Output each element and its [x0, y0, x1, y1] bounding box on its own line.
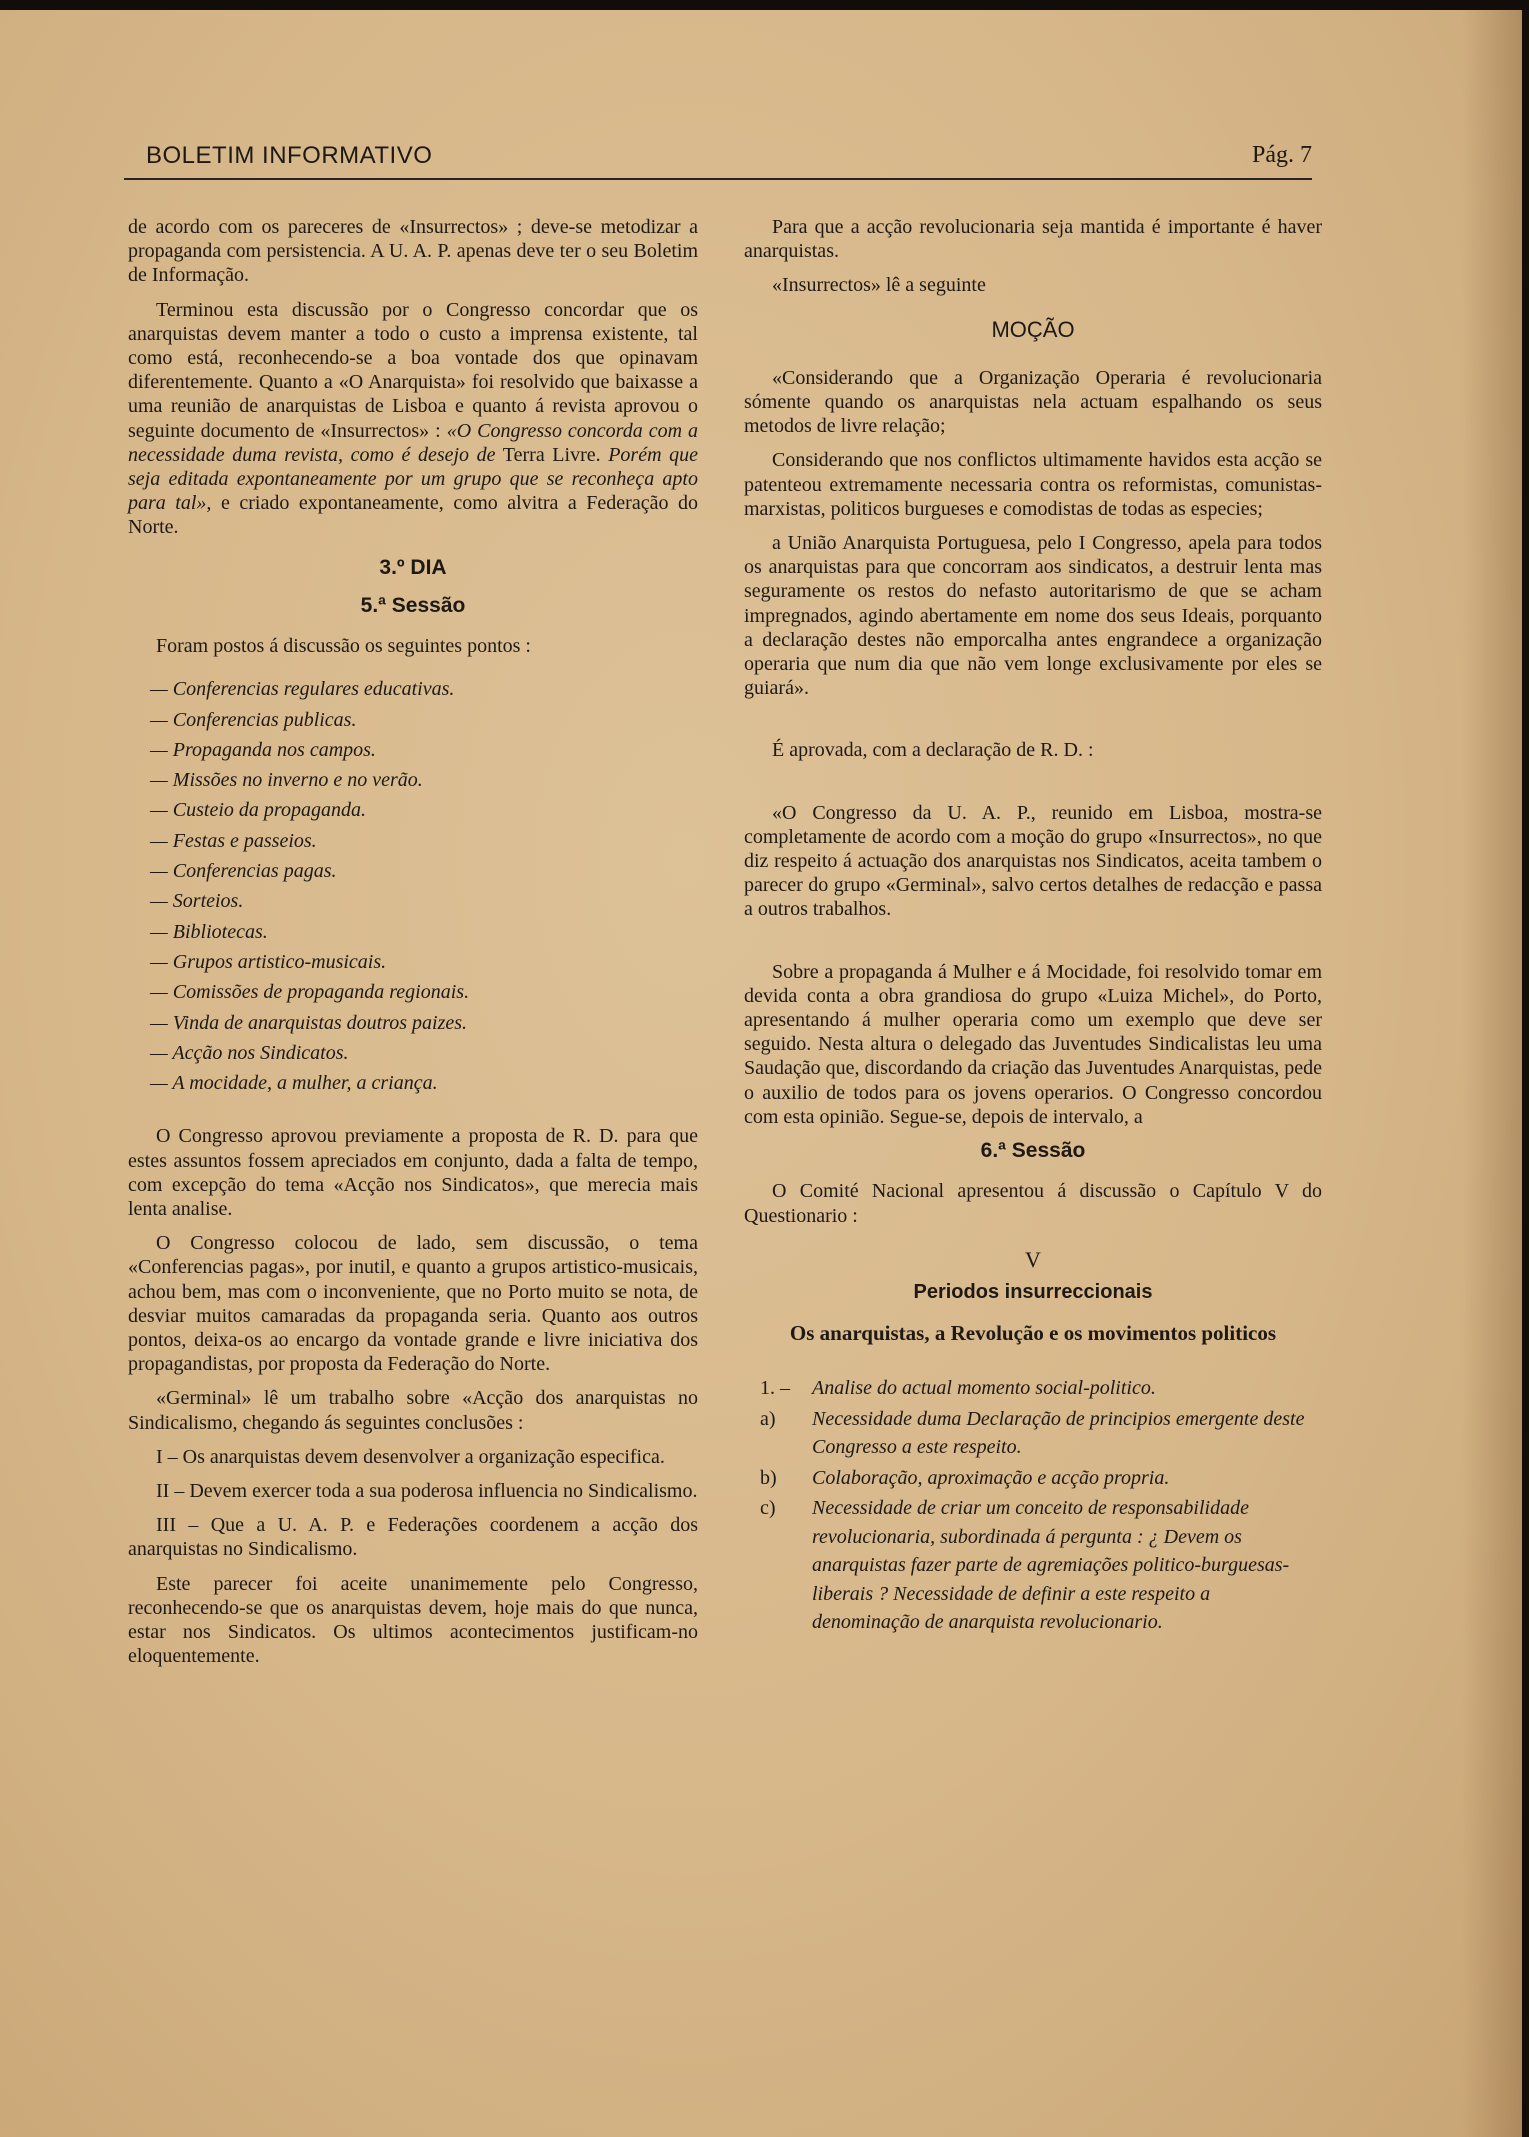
- list-item: — Sorteios.: [150, 890, 244, 913]
- paragraph: a União Anarquista Portuguesa, pelo I Congresso, apela para todos os anarquistas para que concorram aos sindicatos, a destruir lenta mas seguramente os restos do nefasto autoritarismo de que se acham impregnados, agindo abertamente em nome dos seus Ideais, porquanto a declaração destes não emporcalha antes engrandece a organização operaria que num dia que não vem longe exclusivamente por eles se guiará».: [744, 532, 1322, 700]
- right-column: [744, 215, 1322, 1639]
- paragraph: O Congresso aprovou previamente a proposta de R. D. para que estes assuntos fossem apreciados em conjunto, dada a falta de tempo, com excepção do tema «Acção nos Sindicatos», que merecia mais lenta analise.: [128, 1125, 698, 1221]
- item-text: Analise do actual momento social-politico.: [812, 1377, 1156, 1400]
- paragraph: II – Devem exercer toda a sua poderosa influencia no Sindicalismo.: [156, 1480, 698, 1503]
- item-text: Necessidade duma Declaração de principios emergente deste Congresso a este respeito.: [812, 1407, 1305, 1459]
- list-item: — Custeio da propaganda.: [150, 799, 366, 822]
- paragraph: Para que a acção revolucionaria seja mantida é importante é haver anarquistas.: [744, 216, 1322, 263]
- paragraph-text: Terminou esta discussão por o Congresso concordar que os anarquistas devem manter a todo o custo a imprensa existente, tal como está, reconhecendo-se a boa vontade dos que opinavam diferentemente. Quanto a «O Anarquista» foi resolvido que baixasse a uma reunião de anarquistas de Lisboa e quanto á revista aprovou o seguinte documento de «Insurrectos» :: [128, 298, 698, 442]
- paragraph: Este parecer foi aceite unanimemente pelo Congresso, reconhecendo-se que os anarquistas devem, hoje mais do que nunca, estar nos Sindicatos. Os ultimos acontecimentos justificam-no eloquentemente.: [128, 1572, 698, 1668]
- paragraph: O Congresso colocou de lado, sem discussão, o tema «Conferencias pagas», por inutil, e quanto a grupos artistico-musicais, achou bem, mas com o inconveniente, que no Porto muito se nota, de desviar muitos camaradas da propaganda seria. Quanto aos outros pontos, deixa-os ao encargo da vontade grande e livre iniciativa dos propagandistas, por proposta da Federação do Norte.: [128, 1232, 698, 1376]
- newspaper-page: [0, 10, 1522, 2137]
- session-heading: 6.ª Sessão: [980, 1139, 1086, 1163]
- bulletin-title: BOLETIM INFORMATIVO: [146, 142, 433, 169]
- list-item: — Grupos artistico-musicais.: [150, 950, 387, 973]
- list-item: — A mocidade, a mulher, a criança.: [150, 1072, 438, 1095]
- quoted-text: Porém que seja editada expontaneamente por um grupo que se reconheça apto para tal»,: [128, 443, 699, 515]
- paragraph-text: e criado expontaneamente, como alvitra a Federação do Norte.: [128, 492, 699, 539]
- chapter-number: V: [1025, 1246, 1041, 1272]
- page-edge-shadow: [1462, 10, 1522, 2137]
- list-item: — Festas e passeios.: [150, 829, 317, 852]
- list-item: — Conferencias regulares educativas.: [150, 678, 455, 701]
- list-item: — Conferencias pagas.: [150, 860, 337, 883]
- paragraph: «Considerando que a Organização Operaria é revolucionaria sómente quando os anarquistas nela actuam espalhando os seus metodos de livre relação;: [744, 366, 1322, 438]
- paragraph: É aprovada, com a declaração de R. D. :: [772, 739, 1094, 762]
- item-text: Necessidade de criar um conceito de responsabilidade revolucionaria, subordinada á pergunta : ¿ Devem os anarquistas fazer parte de agremiações politico-burguesas-liberais ? Necessidade de definir a este respeito a denominação de anarquista revolucionario.: [812, 1497, 1290, 1634]
- paragraph: O Comité Nacional apresentou á discussão o Capítulo V do Questionario :: [744, 1180, 1322, 1227]
- list-item: — Propaganda nos campos.: [150, 738, 376, 761]
- paragraph: Foram postos á discussão os seguintes pontos :: [156, 635, 531, 658]
- page-header: [124, 138, 1312, 180]
- motion-heading: MOÇÃO: [991, 316, 1075, 342]
- item-text: Colaboração, aproximação e acção propria.: [812, 1466, 1170, 1489]
- paragraph: «Insurrectos» lê a seguinte: [772, 274, 986, 297]
- list-item: [760, 1494, 1322, 1637]
- list-item: — Missões no inverno e no verão.: [150, 769, 423, 792]
- item-marker: c): [760, 1497, 776, 1520]
- paragraph: Sobre a propaganda á Mulher e á Mocidade, foi resolvido tomar em devida conta a obra grandiosa do grupo «Luiza Michel», do Porto, apresentando á mulher operaria como um exemplo que deve ser seguido. Nesta altura o delegado das Juventudes Sindicalistas leu uma Saudação que, discordando da criação das Juventudes Anarquistas, pede o auxilio de todos para os jovens operarios. O Congresso concordou com esta opinião. Segue-se, depois de intervalo, a: [744, 960, 1322, 1128]
- quoted-text: «O Congresso concorda com a necessidade duma revista, como é desejo de: [128, 419, 698, 466]
- journal-name: Terra Livre.: [502, 443, 601, 466]
- page-number: Pág. 7: [1252, 142, 1312, 168]
- paragraph: I – Os anarquistas devem desenvolver a organização especifica.: [156, 1445, 665, 1468]
- paragraph: «O Congresso da U. A. P., reunido em Lisboa, mostra-se completamente de acordo com a moção do grupo «Insurrectos», no que diz respeito á actuação dos anarquistas nos Sindicatos, aceita tambem o parecer do grupo «Germinal», salvo certos detalhes de redacção e passa a outros trabalhos.: [744, 801, 1322, 921]
- list-item: [760, 1374, 1322, 1403]
- topics-list: [128, 674, 698, 1098]
- paragraph: de acordo com os pareceres de «Insurrectos» ; deve-se metodizar a propaganda com persistencia. A U. A. P. apenas deve ter o seu Boletim de Informação.: [128, 216, 698, 287]
- list-item: [760, 1405, 1322, 1462]
- paragraph: Considerando que nos conflictos ultimamente havidos esta acção se patenteou extremamente necessaria contra os reformistas, comunistas-marxistas, politicos burgueses e comodistas de todas as especies;: [744, 449, 1322, 520]
- list-item: — Comissões de propaganda regionais.: [150, 981, 470, 1004]
- questionnaire-list: [744, 1374, 1322, 1637]
- list-item: — Conferencias publicas.: [150, 708, 357, 731]
- list-item: — Acção nos Sindicatos.: [150, 1041, 349, 1064]
- paragraph: «Germinal» lê um trabalho sobre «Acção dos anarquistas no Sindicalismo, chegando ás seguintes conclusões :: [128, 1387, 698, 1434]
- paragraph: [128, 298, 698, 540]
- left-column: [128, 215, 698, 1678]
- chapter-subtitle: Os anarquistas, a Revolução e os movimentos politicos: [789, 1321, 1277, 1346]
- item-marker: a): [760, 1407, 776, 1430]
- list-item: — Bibliotecas.: [150, 920, 268, 943]
- day-heading: 3.º DIA: [379, 555, 447, 579]
- item-marker: 1. –: [760, 1377, 790, 1400]
- list-item: [760, 1464, 1322, 1493]
- paragraph: III – Que a U. A. P. e Federações coordenem a acção dos anarquistas no Sindicalismo.: [128, 1514, 698, 1561]
- item-marker: b): [760, 1466, 777, 1489]
- list-item: — Vinda de anarquistas doutros paizes.: [150, 1011, 468, 1034]
- chapter-title: Periodos insurreccionais: [913, 1280, 1153, 1303]
- session-heading: 5.ª Sessão: [360, 593, 466, 617]
